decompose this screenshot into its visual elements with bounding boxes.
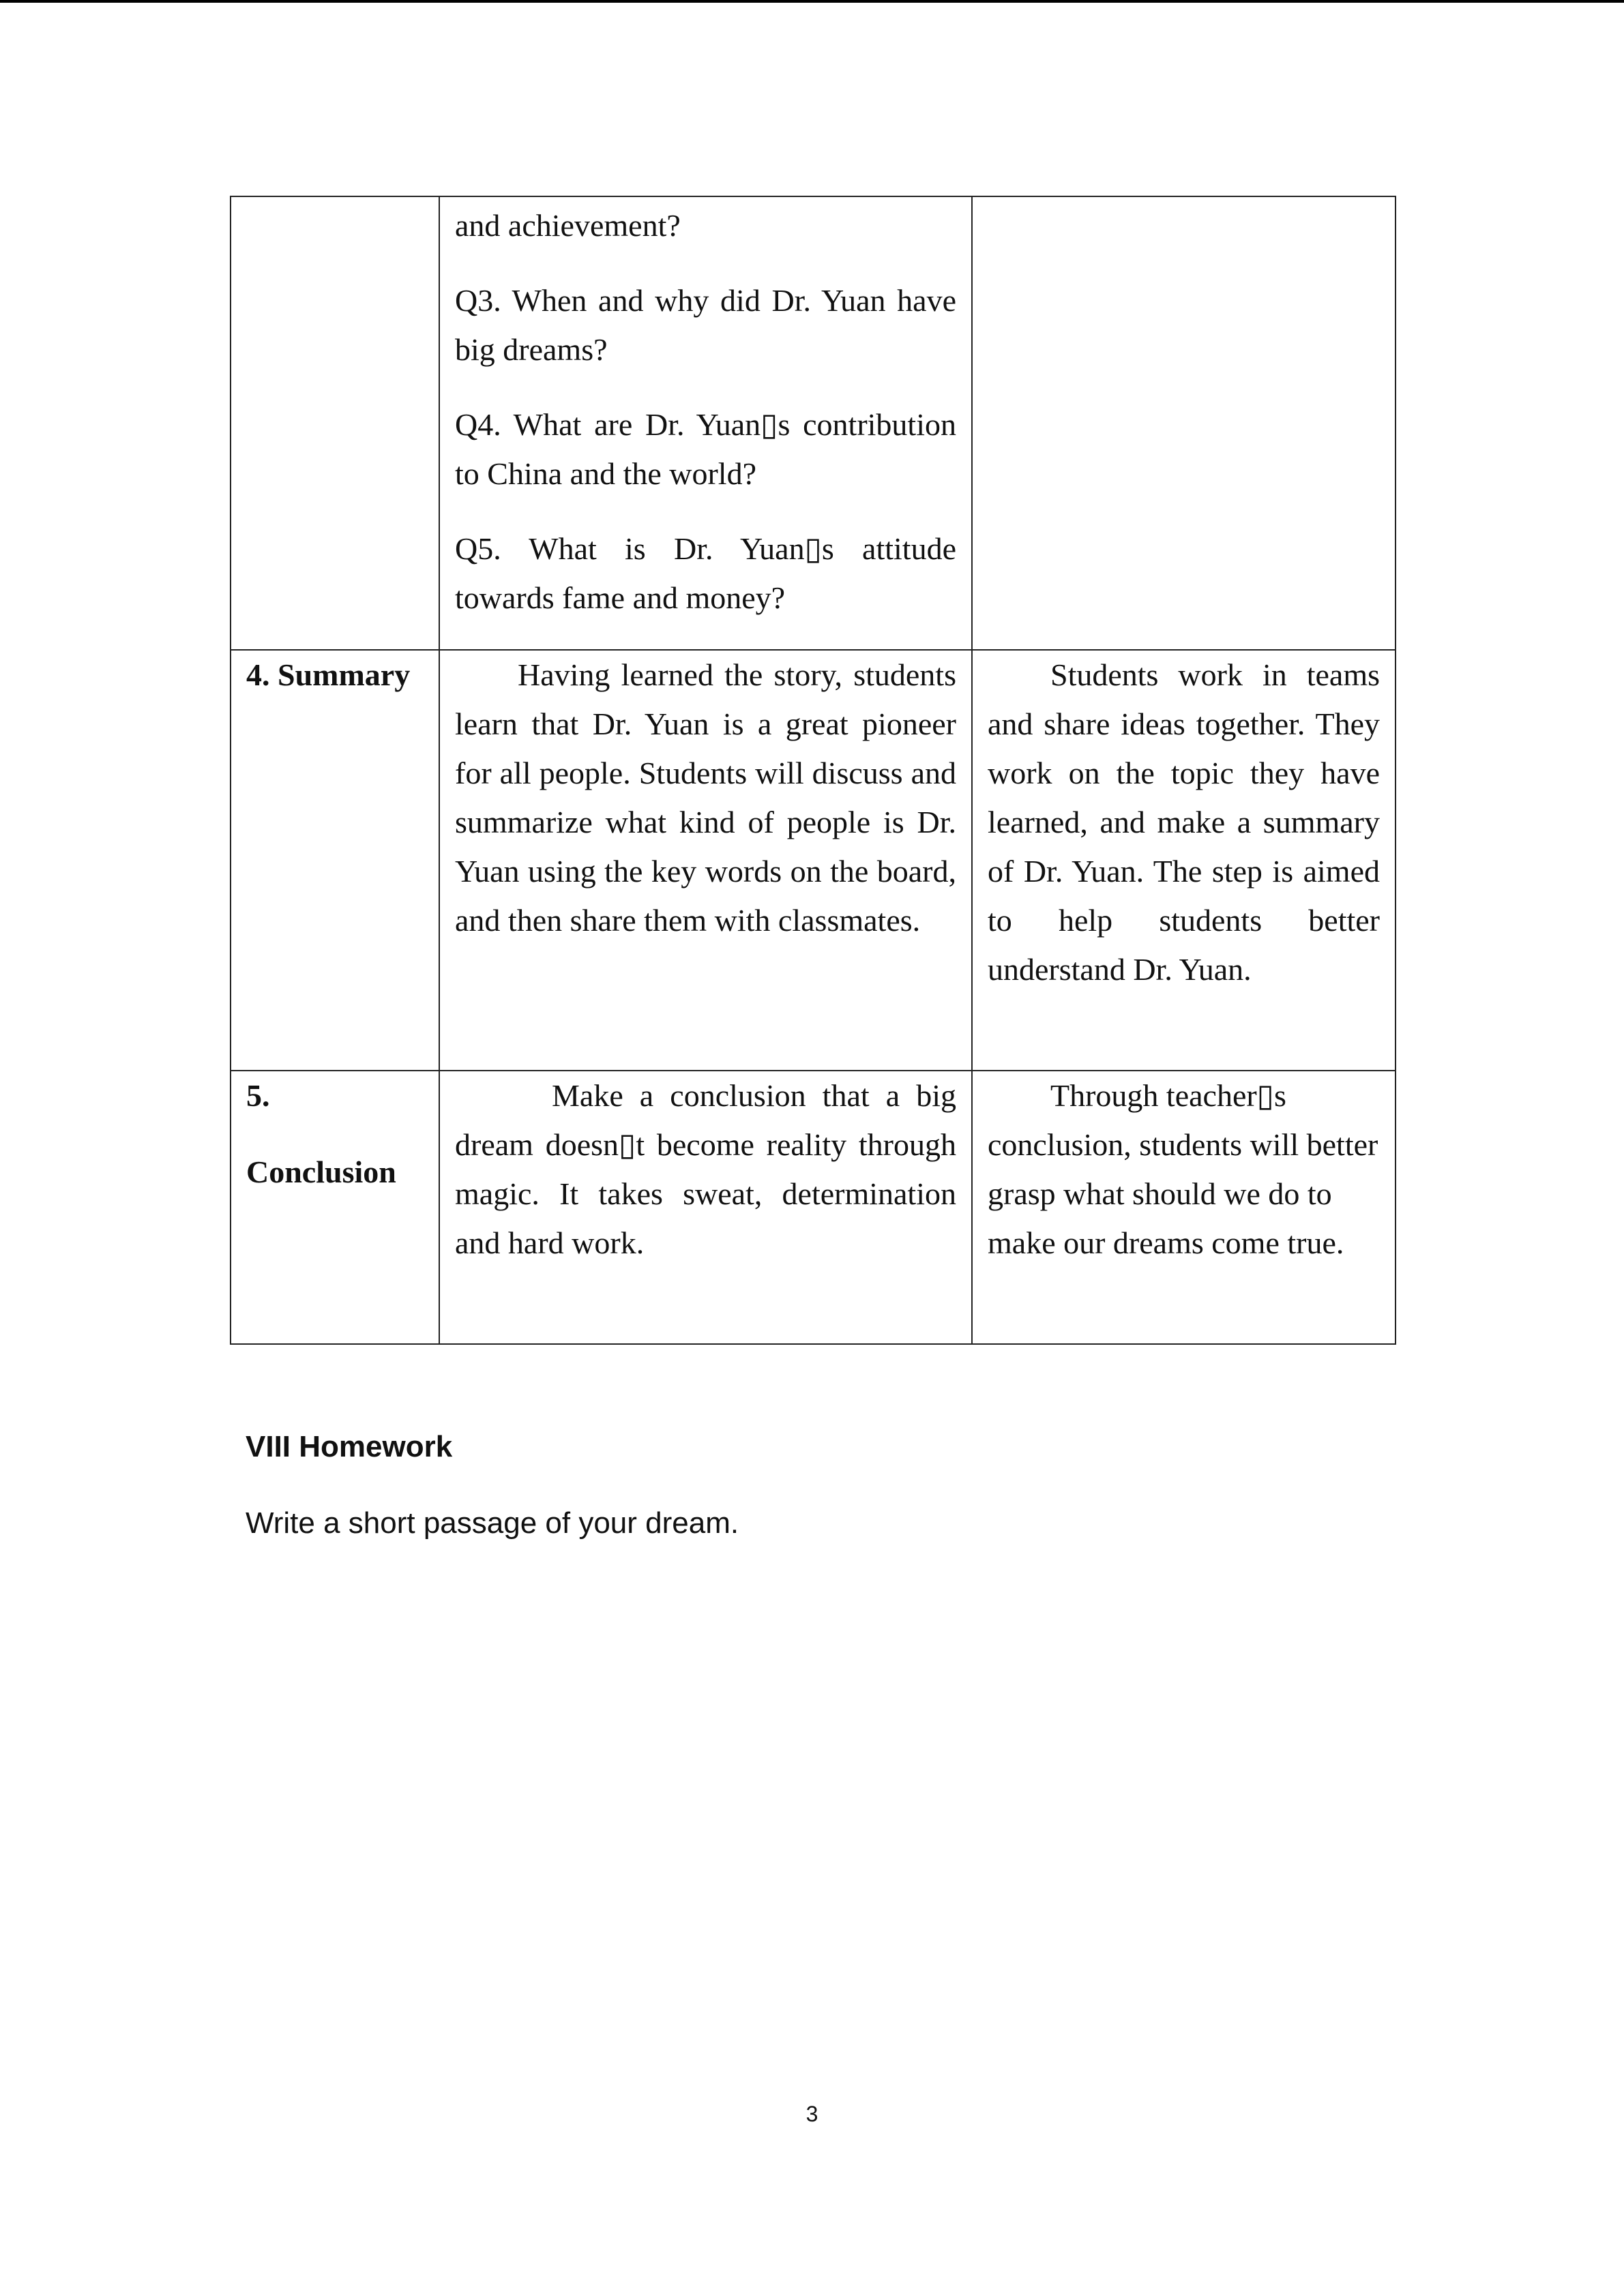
- table-row: [231, 1071, 1396, 1344]
- content-cell: [439, 196, 972, 650]
- content-cell: [439, 1071, 972, 1344]
- step-label-summary: 4. Summary: [246, 657, 411, 692]
- conclusion-content: Make a conclusion that a big dream doesn▯t become reality through magic. It takes sweat, determination and hard work.: [455, 1078, 956, 1260]
- conclusion-purpose: Through teacher▯s conclusion, students will better grasp what should we do to make our dreams come true.: [988, 1078, 1378, 1260]
- page-top-border: [0, 0, 1624, 3]
- content-paragraph: and achievement?: [455, 208, 681, 243]
- question-q3: Q3. When and why did Dr. Yuan have big dreams?: [455, 283, 956, 367]
- question-q4: Q4. What are Dr. Yuan▯s contribution to China and the world?: [455, 407, 956, 491]
- lesson-plan-table: [230, 196, 1396, 1345]
- table-row: [231, 650, 1396, 1071]
- step-cell: [231, 650, 439, 1071]
- question-q5: Q5. What is Dr. Yuan▯s attitude towards fame and money?: [455, 531, 956, 615]
- step-number: 5.: [246, 1078, 270, 1113]
- purpose-cell: [972, 1071, 1396, 1344]
- summary-purpose: Students work in teams and share ideas together. They work on the topic they have learned, and make a summary of Dr. Yuan. The step is aimed to help students better understand Dr. Yuan.: [988, 657, 1380, 987]
- table-row: [231, 196, 1396, 650]
- homework-text: Write a short passage of your dream.: [246, 1506, 739, 1540]
- purpose-cell: [972, 196, 1396, 650]
- homework-heading: VIII Homework: [246, 1430, 453, 1463]
- content-cell: [439, 650, 972, 1071]
- step-cell: [231, 1071, 439, 1344]
- summary-content: Having learned the story, students learn that Dr. Yuan is a great pioneer for all people. Students will discuss and summarize what kind of people is Dr. Yuan using the key words on the board, and then share them with classmates.: [455, 657, 956, 938]
- step-cell: [231, 196, 439, 650]
- purpose-cell: [972, 650, 1396, 1071]
- step-label-conclusion: Conclusion: [246, 1154, 396, 1189]
- page-number: 3: [806, 2102, 818, 2126]
